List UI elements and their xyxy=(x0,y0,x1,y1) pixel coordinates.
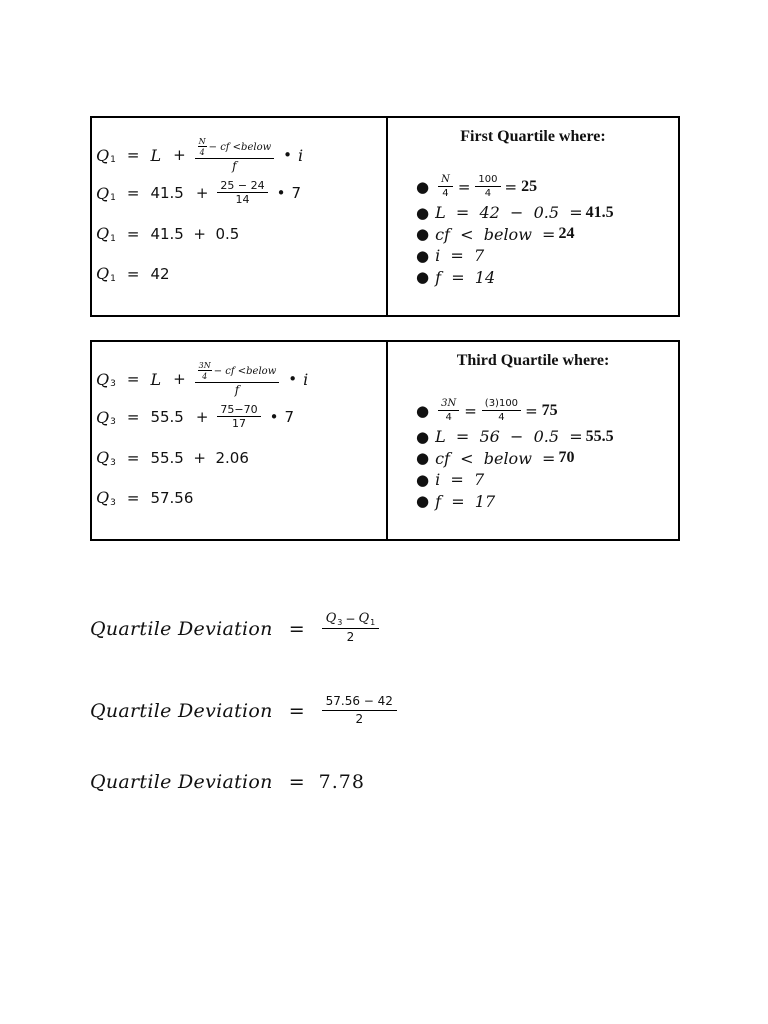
bullet-icon: ● xyxy=(416,492,430,511)
equals-sign: = xyxy=(464,402,477,420)
fraction-denominator: f xyxy=(232,159,237,173)
3n-over-4-value: 75 xyxy=(541,402,558,419)
multiply-dot: • xyxy=(288,370,298,388)
q1-computation-cell xyxy=(92,118,388,315)
fraction-denominator: 17 xyxy=(232,417,247,430)
plus-sign: + xyxy=(173,146,186,164)
quartile-deviation-result xyxy=(90,771,365,793)
bullet-icon: ● xyxy=(416,449,430,468)
q3-step3 xyxy=(96,448,249,467)
q3-var: Q xyxy=(96,407,110,427)
3x100-over-4-fraction xyxy=(482,398,521,424)
n-over-4 xyxy=(198,138,207,157)
equals-sign: = xyxy=(504,178,518,196)
cf-below-value: 70 xyxy=(558,449,575,467)
deviation-fraction xyxy=(322,694,397,727)
cf-below-value: 24 xyxy=(558,225,575,243)
equals-sign: = xyxy=(126,224,140,243)
quartile-deviation-value: 7.78 xyxy=(318,771,365,793)
fraction-numerator: 75−70 xyxy=(217,404,260,417)
step3-expression: 41.5 + 0.5 xyxy=(150,224,240,243)
list-item xyxy=(416,202,614,224)
q3-result xyxy=(96,488,193,507)
list-item xyxy=(416,426,614,448)
bullet-icon: ● xyxy=(416,178,430,196)
list-item xyxy=(416,267,614,289)
q1-sub: 1 xyxy=(110,155,116,165)
list-item xyxy=(416,491,614,513)
lower-boundary-symbol: L xyxy=(150,369,162,389)
equals-sign: = xyxy=(126,448,140,467)
q1-title: First Quartile where: xyxy=(460,128,606,145)
fraction-denominator: 2 xyxy=(355,712,364,726)
minus-sign: − xyxy=(345,612,356,626)
interval-expression: i = 7 xyxy=(435,470,485,490)
list-item xyxy=(416,448,614,470)
multiply-dot: • xyxy=(283,146,293,164)
interval-symbol: i xyxy=(298,145,304,165)
q1-var: Q xyxy=(358,611,370,626)
fraction-numerator: (3)100 xyxy=(482,398,521,411)
q1-given-list xyxy=(416,172,614,288)
list-item xyxy=(416,224,614,246)
bullet-icon: ● xyxy=(416,268,430,287)
fraction-numerator: 57.56 − 42 xyxy=(322,694,397,711)
first-quartile-table xyxy=(90,116,680,317)
quartile-deviation-label: Quartile Deviation xyxy=(90,699,273,722)
equals-sign: = xyxy=(126,184,140,202)
bullet-icon: ● xyxy=(416,427,430,446)
q1-var: Q xyxy=(96,264,110,283)
list-item xyxy=(416,245,614,267)
step3-expression: 55.5 + 2.06 xyxy=(150,448,249,467)
plus-sign: + xyxy=(195,408,209,426)
lower-boundary-value: 55.5 xyxy=(150,408,184,426)
q1-var: Q xyxy=(96,224,110,243)
q1-sub: 1 xyxy=(110,193,116,203)
fraction-denominator: 4 xyxy=(484,188,492,199)
fraction-denominator: 14 xyxy=(235,193,250,206)
list-item xyxy=(416,469,614,491)
3n-over-4 xyxy=(198,362,212,381)
bullet-icon: ● xyxy=(416,470,430,489)
q1-result-value: 42 xyxy=(150,264,170,283)
100-over-4-fraction xyxy=(475,174,500,200)
q1-substitution xyxy=(96,180,301,206)
quartile-deviation-label: Quartile Deviation xyxy=(90,771,273,793)
lower-boundary-symbol: L xyxy=(150,145,162,165)
quartile-deviation-formula xyxy=(90,612,382,645)
q1-formula xyxy=(96,138,303,172)
q1-result xyxy=(96,264,170,283)
fraction-denominator: 4 xyxy=(445,412,452,423)
interval-value: 7 xyxy=(291,184,302,202)
q1-sub: 1 xyxy=(110,233,116,244)
q3-var: Q xyxy=(96,488,110,507)
deviation-fraction xyxy=(322,612,380,645)
fraction-numerator: 100 xyxy=(475,174,500,187)
fraction-numerator: 3N xyxy=(438,398,459,411)
q3-result-value: 57.56 xyxy=(150,488,194,507)
lower-boundary-expression: L = 56 − 0.5 = xyxy=(435,427,583,447)
equals-sign: = xyxy=(126,488,140,507)
q3-subst-fraction xyxy=(217,404,260,430)
q3-var: Q xyxy=(96,369,110,389)
q1-var: Q xyxy=(96,145,110,165)
fraction-numerator: 25 − 24 xyxy=(217,180,267,193)
fraction-numerator xyxy=(322,612,380,629)
q1-var: Q xyxy=(96,183,110,203)
q3-sub: 3 xyxy=(110,457,116,468)
q1-sub: 1 xyxy=(110,273,116,284)
interval-value: 7 xyxy=(284,408,295,426)
plus-sign: + xyxy=(195,184,209,202)
q3-var: Q xyxy=(96,448,110,467)
interval-symbol: i xyxy=(303,369,309,389)
multiply-dot: • xyxy=(276,184,286,202)
lower-boundary-expression: L = 42 − 0.5 = xyxy=(435,203,583,223)
lower-boundary-value: 41.5 xyxy=(150,184,184,202)
frequency-expression: f = 17 xyxy=(435,491,496,511)
q3-sub: 3 xyxy=(110,417,116,427)
cf-below-expression: cf < below = xyxy=(435,224,556,244)
q3-formula-fraction xyxy=(195,362,280,396)
list-item xyxy=(416,396,614,426)
q3-sub: 3 xyxy=(110,497,116,508)
3n-over-4-fraction xyxy=(438,398,459,424)
fraction-denominator: 2 xyxy=(346,630,355,644)
q1-step3 xyxy=(96,224,239,243)
q3-given-cell xyxy=(388,342,678,539)
inner-num: 3N xyxy=(198,361,211,370)
q1-formula-fraction xyxy=(195,138,275,172)
q3-var: Q xyxy=(325,611,337,626)
fraction-numerator: N xyxy=(438,174,453,187)
quartile-deviation-substitution xyxy=(90,694,400,727)
interval-expression: i = 7 xyxy=(435,246,485,266)
q3-sub: 3 xyxy=(337,618,343,627)
fraction-numerator xyxy=(195,362,280,383)
numerator-rest: − cf <below xyxy=(213,366,277,377)
cf-below-expression: cf < below = xyxy=(435,448,556,468)
q3-title: Third Quartile where: xyxy=(456,352,610,369)
equals-sign: = xyxy=(288,771,305,793)
lower-boundary-value: 55.5 xyxy=(585,427,614,445)
bullet-icon: ● xyxy=(416,203,430,222)
frequency-expression: f = 14 xyxy=(435,267,496,287)
quartile-deviation-label: Quartile Deviation xyxy=(90,617,273,640)
fraction-denominator: 4 xyxy=(442,188,449,199)
equals-sign: = xyxy=(457,178,471,196)
inner-den: 4 xyxy=(199,148,205,157)
fraction-denominator: 4 xyxy=(498,412,505,423)
equals-sign: = xyxy=(126,408,140,426)
q3-computation-cell xyxy=(92,342,388,539)
equals-sign: = xyxy=(288,699,305,722)
inner-den: 4 xyxy=(202,372,208,381)
q1-subst-fraction xyxy=(217,180,267,206)
plus-sign: + xyxy=(173,370,186,388)
fraction-denominator: f xyxy=(234,383,240,397)
equals-sign: = xyxy=(288,617,305,640)
inner-num: N xyxy=(198,137,206,146)
equals-sign: = xyxy=(126,370,140,388)
third-quartile-table xyxy=(90,340,680,541)
equals-sign: = xyxy=(525,402,538,420)
multiply-dot: • xyxy=(269,408,279,426)
q3-given-list xyxy=(416,396,614,512)
n-over-4-fraction xyxy=(438,174,453,200)
list-item xyxy=(416,172,614,202)
bullet-icon: ● xyxy=(416,246,430,265)
lower-boundary-value: 41.5 xyxy=(585,203,614,221)
q1-given-cell xyxy=(388,118,678,315)
q1-sub: 1 xyxy=(370,618,376,627)
equals-sign: = xyxy=(126,146,140,164)
fraction-numerator xyxy=(195,138,275,159)
bullet-icon: ● xyxy=(416,402,430,420)
numerator-rest: − cf <below xyxy=(208,142,272,153)
bullet-icon: ● xyxy=(416,225,430,244)
q3-formula xyxy=(96,362,308,396)
q3-substitution xyxy=(96,404,294,430)
equals-sign: = xyxy=(126,264,140,283)
n-over-4-value: 25 xyxy=(521,178,538,195)
q3-sub: 3 xyxy=(110,379,116,389)
